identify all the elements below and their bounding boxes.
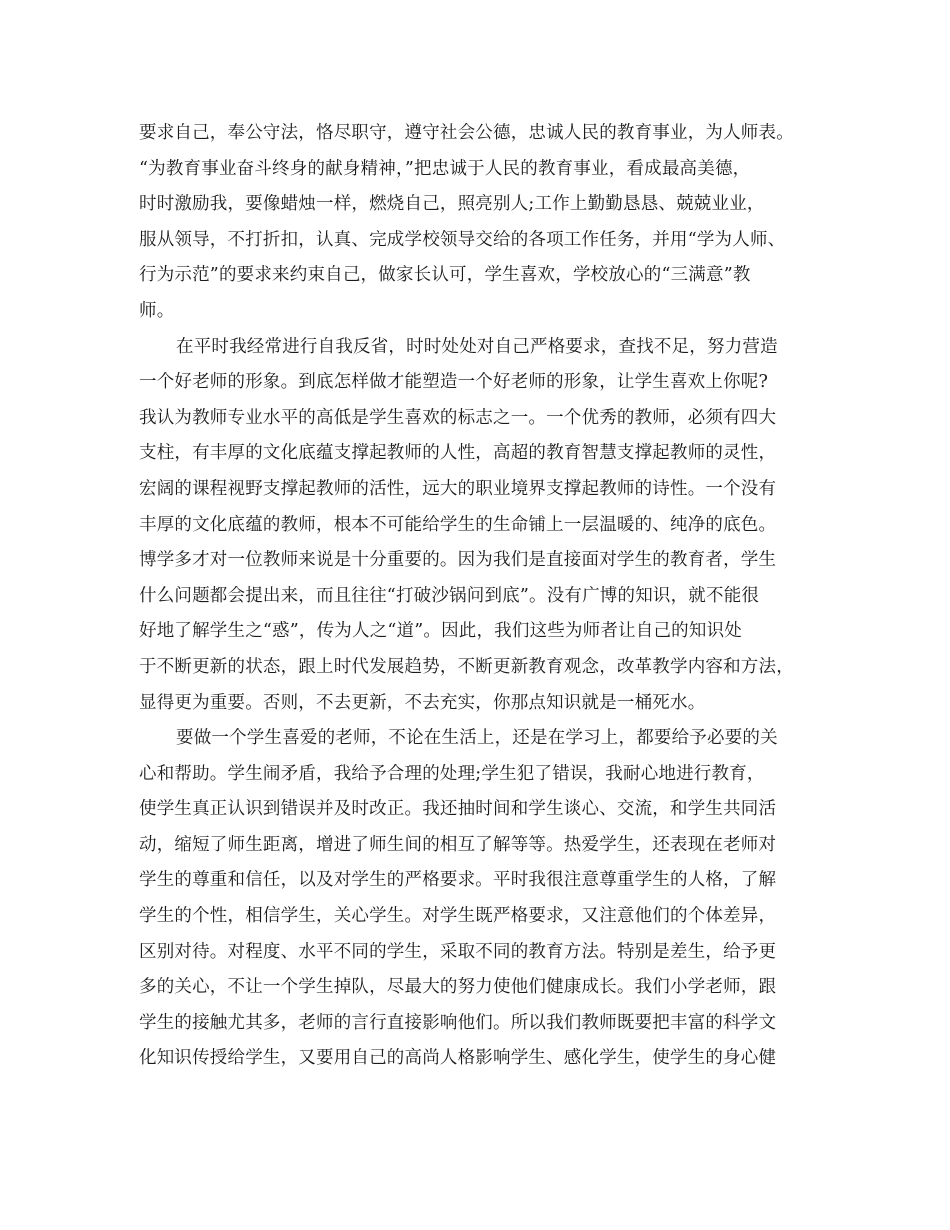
text-line: 多的关心，不让一个学生掉队，尽最大的努力使他们健康成长。我们小学老师，跟 <box>139 977 777 998</box>
text-line: 我认为教师专业水平的高低是学生喜欢的标志之一。一个优秀的教师，必须有四大 <box>139 407 777 428</box>
text-line: 师。 <box>139 300 175 321</box>
text-line: 显得更为重要。否则，不去更新，不去充实，你那点知识就是一桶死水。 <box>139 692 706 713</box>
paragraph-first-line: 要做一个学生喜爱的老师，不论在生活上，还是在学习上，都要给予必要的关 <box>176 728 778 749</box>
text-line: 学生的接触尤其多，老师的言行直接影响他们。所以我们教师既要把丰富的科学文 <box>139 1012 777 1033</box>
text-line: 宏阔的课程视野支撑起教师的活性，远大的职业境界支撑起教师的诗性。一个没有 <box>139 478 777 499</box>
text-line: 心和帮助。学生闹矛盾，我给予合理的处理;学生犯了错误，我耐心地进行教育， <box>139 763 765 784</box>
document-body <box>139 116 839 1077</box>
text-line: 于不断更新的状态，跟上时代发展趋势，不断更新教育观念，改革教学内容和方法， <box>139 656 794 677</box>
text-line: 支柱，有丰厚的文化底蕴支撑起教师的人性，高超的教育智慧支撑起教师的灵性， <box>139 443 777 464</box>
text-line: 区别对待。对程度、水平不同的学生，采取不同的教育方法。特别是差生，给予更 <box>139 941 777 962</box>
text-line: 博学多才对一位教师来说是十分重要的。因为我们是直接面对学生的教育者，学生 <box>139 550 777 571</box>
text-line: 学生的尊重和信任，以及对学生的严格要求。平时我很注意尊重学生的人格，了解 <box>139 870 777 891</box>
text-line: 行为示范”的要求来约束自己，做家长认可，学生喜欢，学校放心的“三满意”教 <box>139 265 751 286</box>
text-line: 使学生真正认识到错误并及时改正。我还抽时间和学生谈心、交流，和学生共同活 <box>139 799 777 820</box>
text-line: “为教育事业奋斗终身的献身精神，”把忠诚于人民的教育事业，看成最高美德， <box>139 158 751 179</box>
text-line: 时时激励我，要像蜡烛一样，燃烧自己，照亮别人;工作上勤勤恳恳、兢兢业业， <box>139 194 765 215</box>
text-line: 化知识传授给学生，又要用自己的高尚人格影响学生、感化学生，使学生的身心健 <box>139 1048 777 1069</box>
text-line: 什么问题都会提出来，而且往往“打破沙锅问到底”。没有广博的知识，就不能很 <box>139 585 760 606</box>
text-line: 学生的个性，相信学生，关心学生。对学生既严格要求，又注意他们的个体差异， <box>139 906 777 927</box>
paragraph-first-line: 在平时我经常进行自我反省，时时处处对自己严格要求，查找不足，努力营造 <box>176 336 778 357</box>
text-line: 要求自己，奉公守法，恪尽职守，遵守社会公德，忠诚人民的教育事业，为人师表。 <box>139 123 794 143</box>
text-line: 一个好老师的形象。到底怎样做才能塑造一个好老师的形象，让学生喜欢上你呢? <box>139 372 769 393</box>
text-line: 动，缩短了师生距离，增进了师生间的相互了解等等。热爱学生，还表现在老师对 <box>139 834 777 855</box>
text-line: 丰厚的文化底蕴的教师，根本不可能给学生的生命铺上一层温暖的、纯净的底色。 <box>139 514 777 535</box>
text-line: 服从领导，不打折扣，认真、完成学校领导交给的各项工作任务，并用“学为人师、 <box>139 229 786 250</box>
text-line: 好地了解学生之“惑”，传为人之“道”。因此，我们这些为师者让自己的知识处 <box>139 621 742 642</box>
